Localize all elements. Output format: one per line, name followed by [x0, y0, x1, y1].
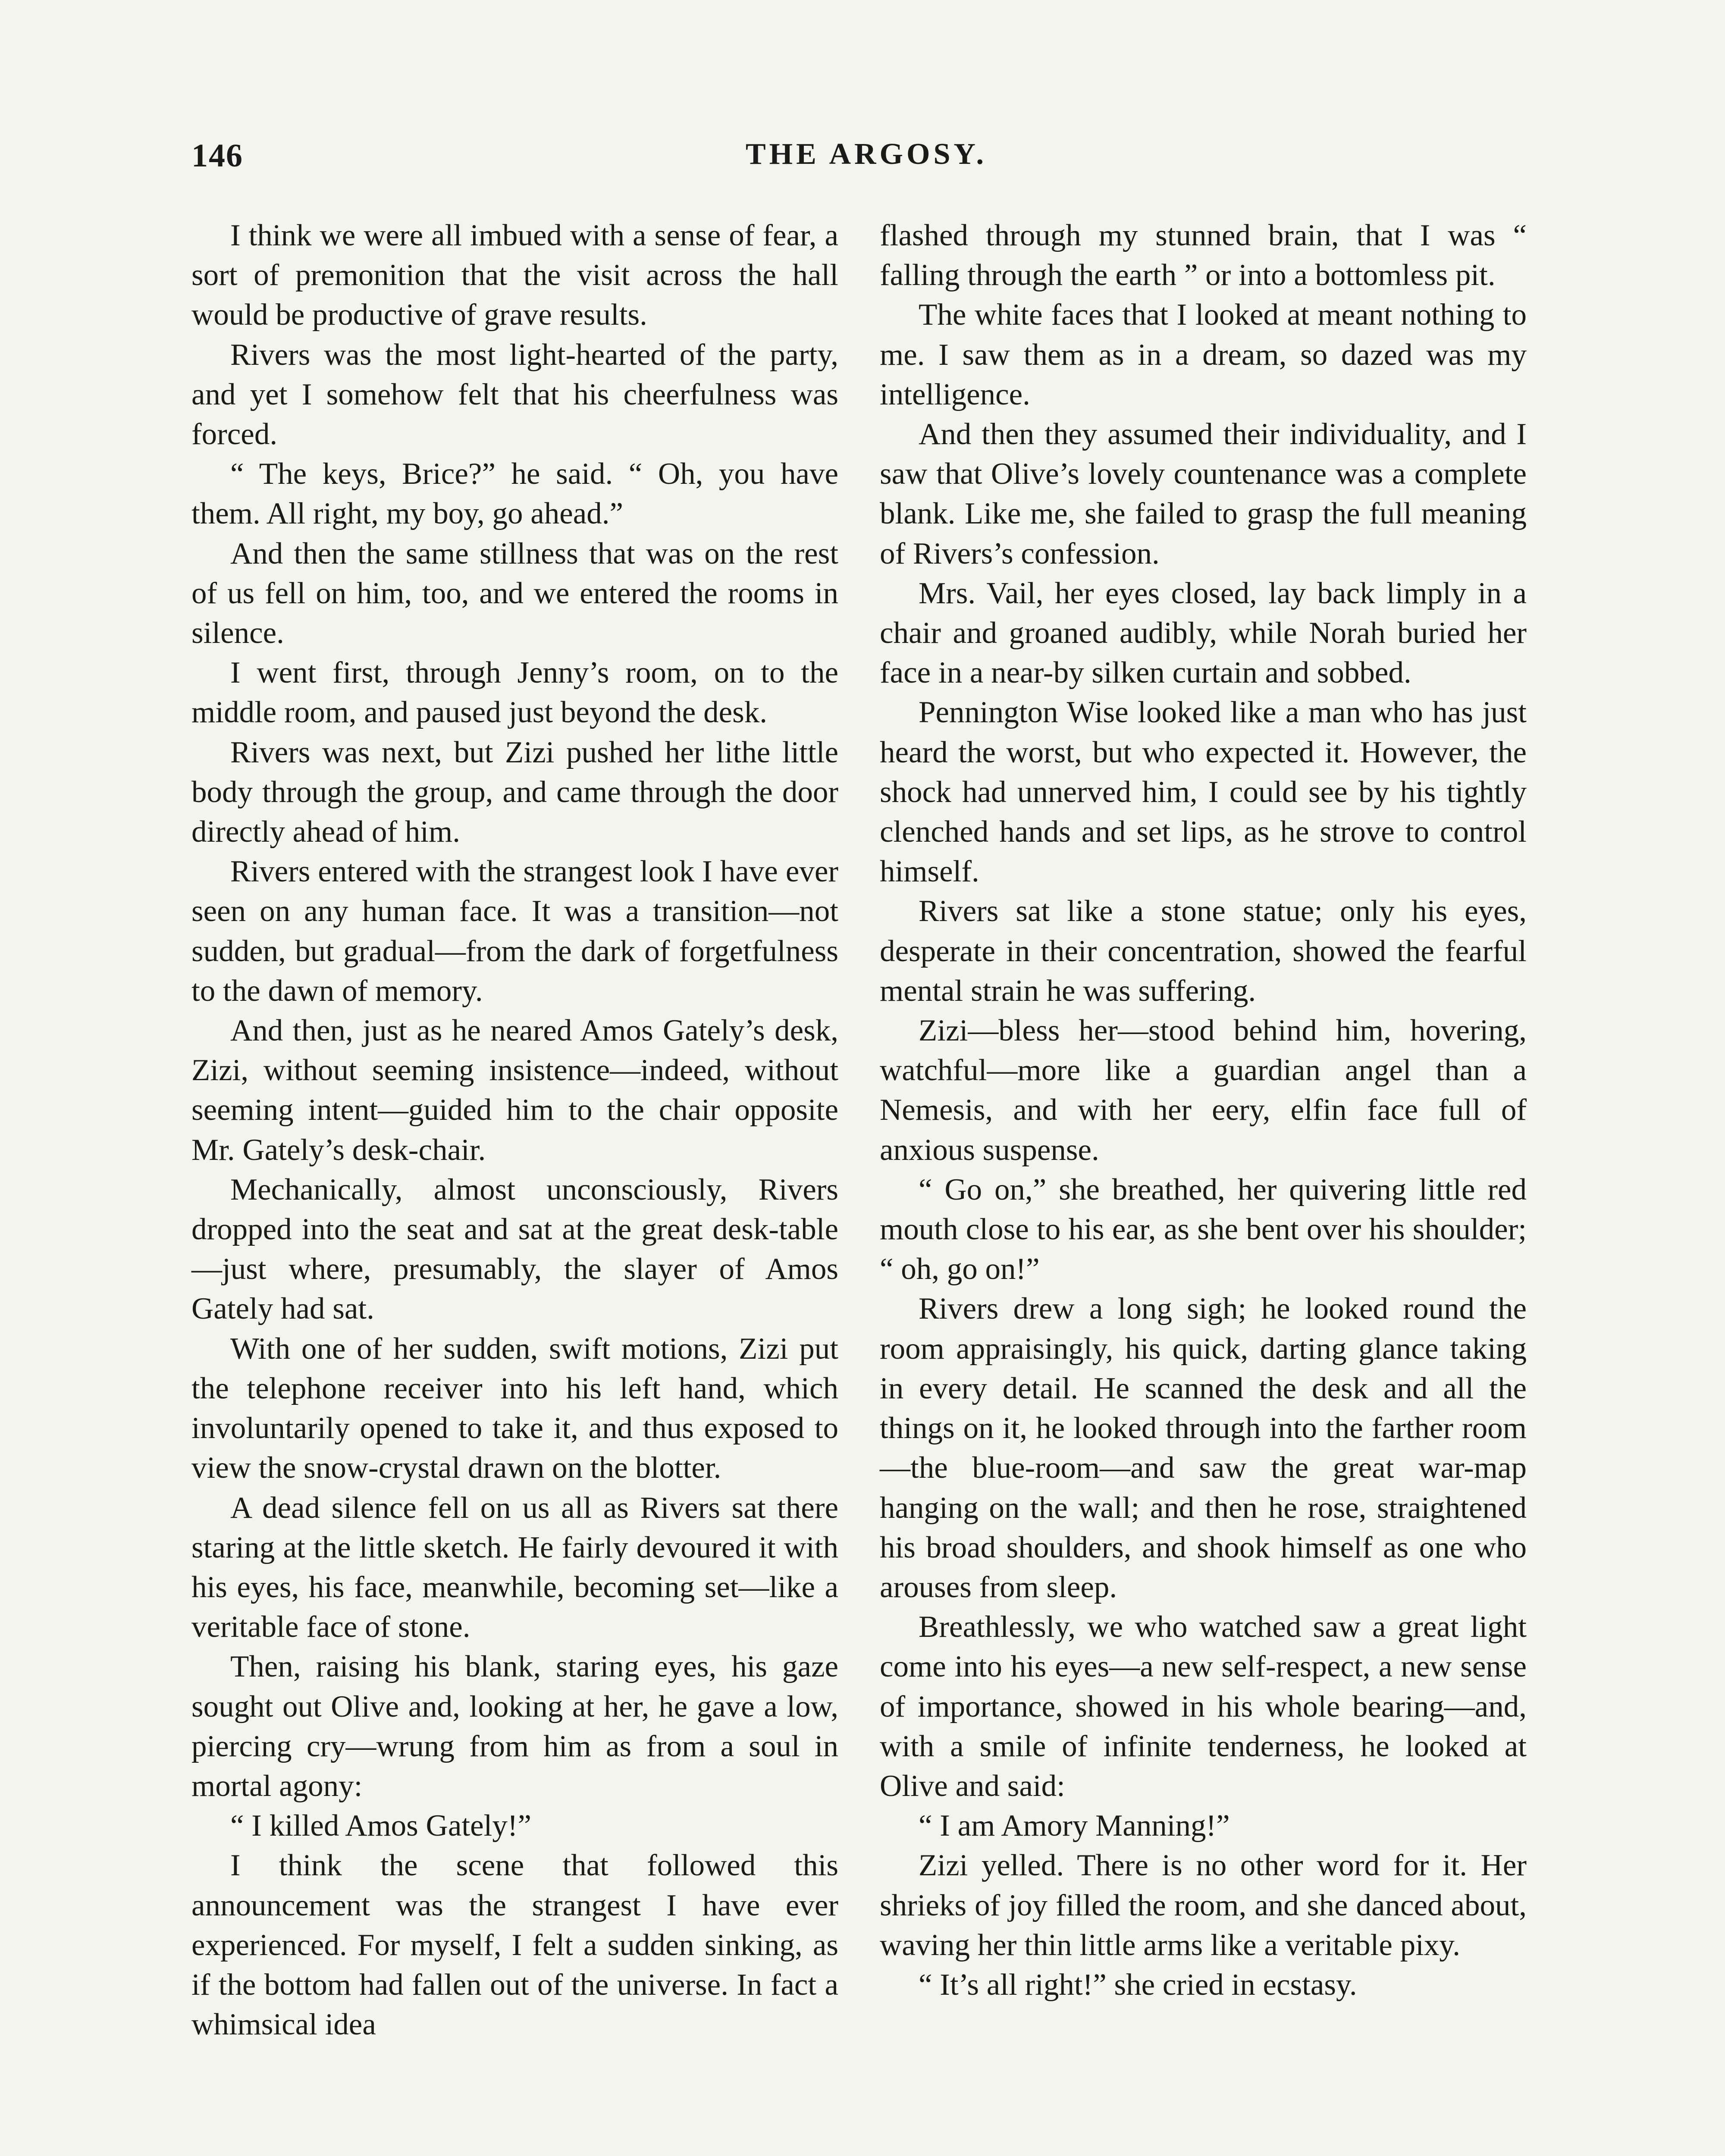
paragraph: Rivers drew a long sigh; he looked round the room appraisingly, his quick, darting glance taking in every detail. He scanned the desk and all the things on it, he looked through into the farther room—the blue-room—and saw the great war-map hanging on the wall; and then he rose, straightened his broad shoulders, and shook himself as one who arouses from sleep. — [880, 1292, 1527, 1604]
paragraph: A dead silence fell on us all as Rivers sat there staring at the little sketch. He fairly devoured it with his eyes, his face, meanwhile, becoming set—like a veritable face of stone. — [191, 1491, 838, 1644]
right-column — [880, 216, 1527, 2005]
paragraph: Breathlessly, we who watched saw a great light come into his eyes—a new self-respect, a new sense of importance, showed in his whole bearing—and, with a smile of infinite tenderness, he looked at Olive and said: — [880, 1610, 1527, 1803]
paragraph: Rivers sat like a stone statue; only his eyes, desperate in their concentration, showed the fearful mental strain he was suffering. — [880, 894, 1527, 1008]
paragraph: And then they assumed their individuality, and I saw that Olive’s lovely countenance was a complete blank. Like me, she failed to grasp the full meaning of Rivers’s confession. — [880, 417, 1527, 570]
paragraph: Mrs. Vail, her eyes closed, lay back limply in a chair and groaned audibly, while Norah buried her face in a near-by silken curtain and sobbed. — [880, 576, 1527, 690]
paragraph: I think we were all imbued with a sense of fear, a sort of premonition that the visit across the hall would be productive of grave results. — [191, 219, 838, 332]
paragraph: “ I am Amory Manning!” — [919, 1809, 1230, 1843]
paragraph: “ The keys, Brice?” he said. “ Oh, you have them. All right, my boy, go ahead.” — [191, 457, 838, 531]
paragraph: I think the scene that followed this announcement was the strangest I have ever experienced. For myself, I felt a sudden sinking, as if the bottom had fallen out of the universe. In fact a whimsical idea — [191, 1849, 838, 2042]
paragraph: And then, just as he neared Amos Gately’s desk, Zizi, without seeming insistence—indeed, without seeming intent—guided him to the chair opposite Mr. Gately’s desk-chair. — [191, 1014, 838, 1167]
page-header — [191, 137, 1541, 185]
paragraph: Zizi yelled. There is no other word for it. Her shrieks of joy filled the room, and she danced about, waving her thin little arms like a veritable pixy. — [880, 1849, 1527, 1962]
paragraph: “ It’s all right!” she cried in ecstasy. — [919, 1968, 1357, 2002]
page-number: 146 — [191, 138, 243, 174]
paragraph: Mechanically, almost unconsciously, Rivers dropped into the seat and sat at the great desk-table—just where, presumably, the slayer of Amos Gately had sat. — [191, 1172, 838, 1326]
running-head: THE ARGOSY. — [745, 138, 988, 171]
paragraph: The white faces that I looked at meant nothing to me. I saw them as in a dream, so dazed was my intelligence. — [880, 298, 1527, 411]
paragraph: Pennington Wise looked like a man who has just heard the worst, but who expected it. However, the shock had unnerved him, I could see by his tightly clenched hands and set lips, as he strove to control himself. — [880, 696, 1527, 889]
paragraph: Rivers was the most light-hearted of the party, and yet I somehow felt that his cheerfulness was forced. — [191, 338, 838, 451]
paragraph: And then the same stillness that was on the rest of us fell on him, too, and we entered the rooms in silence. — [191, 536, 838, 650]
left-column — [191, 216, 838, 2044]
paragraph: With one of her sudden, swift motions, Zizi put the telephone receiver into his left hand, which involuntarily opened to take it, and thus exposed to view the snow-crystal drawn on the blotter. — [191, 1332, 838, 1485]
paragraph: “ Go on,” she breathed, her quivering little red mouth close to his ear, as she bent over his shoulder; “ oh, go on!” — [880, 1172, 1527, 1286]
paragraph: Then, raising his blank, staring eyes, his gaze sought out Olive and, looking at her, he gave a low, piercing cry—wrung from him as from a soul in mortal agony: — [191, 1650, 838, 1803]
paragraph: Zizi—bless her—stood behind him, hovering, watchful—more like a guardian angel than a Nemesis, and with her eery, elfin face full of anxious suspense. — [880, 1014, 1527, 1167]
paragraph: Rivers entered with the strangest look I have ever seen on any human face. It was a transition—not sudden, but gradual—from the dark of forgetfulness to the dawn of memory. — [191, 855, 838, 1008]
paragraph: “ I killed Amos Gately!” — [230, 1809, 531, 1843]
paragraph: flashed through my stunned brain, that I was “ falling through the earth ” or into a bottomless pit. — [880, 219, 1527, 292]
paragraph: I went first, through Jenny’s room, on to the middle room, and paused just beyond the desk. — [191, 656, 838, 730]
paragraph: Rivers was next, but Zizi pushed her lithe little body through the group, and came through the door directly ahead of him. — [191, 735, 838, 849]
